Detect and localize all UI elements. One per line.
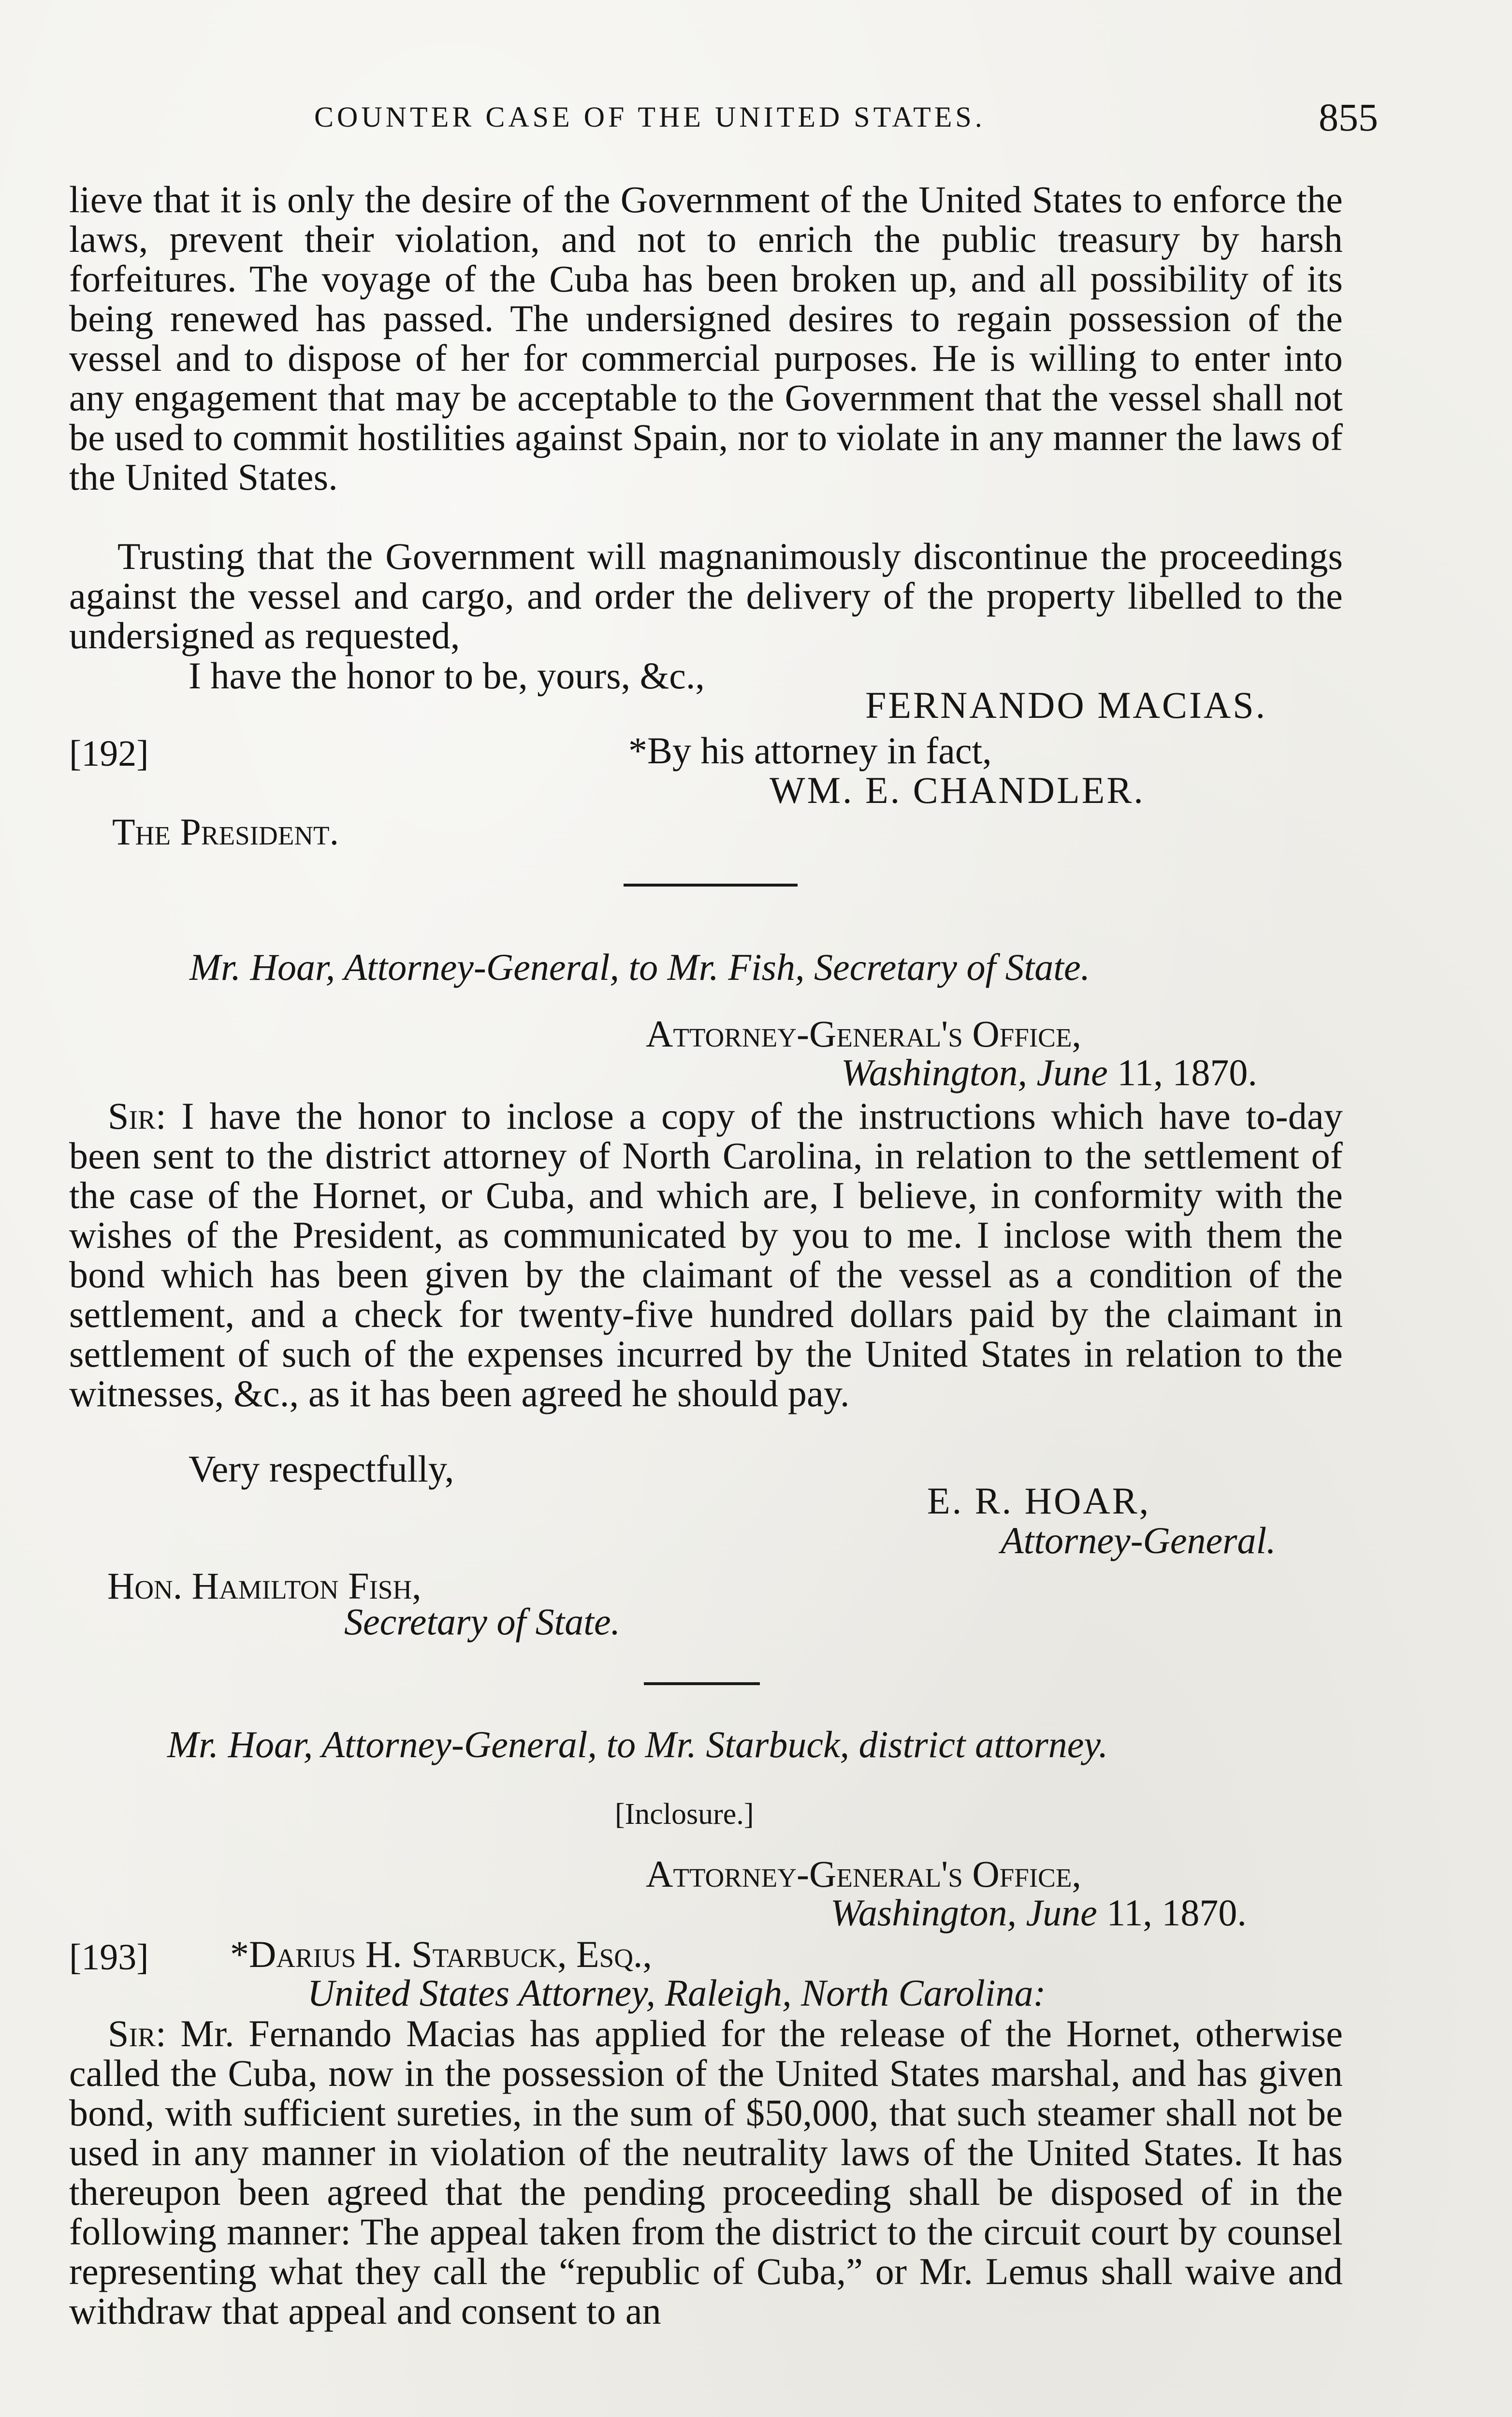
letter2-addressee-title: Secretary of State. xyxy=(344,1601,621,1643)
letter3-office: Attorney-General's Office, xyxy=(646,1853,1081,1895)
letter2-date xyxy=(841,1053,1257,1092)
letter2-signer: E. R. HOAR, xyxy=(927,1480,1151,1522)
running-header-title: COUNTER CASE OF THE UNITED STATES. xyxy=(314,101,986,133)
letter2-addressee: Hon. Hamilton Fish, xyxy=(107,1565,422,1607)
attorney-in-fact-line: *By his attorney in fact, xyxy=(628,729,992,772)
letter3-date-place: Washington, June xyxy=(830,1892,1097,1934)
letter2-date-rest: 11, 1870. xyxy=(1117,1051,1257,1093)
inclosure-label: [Inclosure.] xyxy=(615,1798,754,1831)
letter2-signer-title: Attorney-General. xyxy=(1001,1519,1276,1561)
marginal-reference-192: [192] xyxy=(69,733,149,774)
letter3-body-paragraph xyxy=(69,2014,1343,2331)
letter1-addressee: The President. xyxy=(112,811,339,853)
attorney-name: WM. E. CHANDLER. xyxy=(770,769,1145,811)
letter1-closing: I have the honor to be, yours, &c., xyxy=(189,655,705,697)
letter1-trusting-paragraph: Trusting that the Government will magnanimously discontinue the proceedings against the vessel and cargo, and order the delivery of the property libelled to the undersigned as requested, xyxy=(69,535,1343,656)
page-number: 855 xyxy=(1319,95,1378,139)
letter3-date-rest: 11, 1870. xyxy=(1106,1892,1247,1934)
letter2-salutation: Sir: xyxy=(108,1095,166,1137)
letter3-body: Mr. Fernando Macias has applied for the release of the Hornet, otherwise called the Cuba, now in the possession of the United States marshal, and has given bond, with sufficient sureties, in the sum of $50,000, that such steamer shall not be used in any manner in violation of the neutrality laws of the United States. It has thereupon been agreed that the pending proceeding shall be disposed of in the following manner: The appeal taken from the district to the circuit court by counsel representing what they call the “republic of Cuba,” or Mr. Lemus shall waive and withdraw that appeal and consent to an xyxy=(69,2012,1343,2332)
letter3-heading: Mr. Hoar, Attorney-General, to Mr. Starbuck, district attorney. xyxy=(167,1723,1108,1765)
marginal-reference-193: [193] xyxy=(69,1937,149,1978)
letter2-office: Attorney-General's Office, xyxy=(646,1013,1081,1055)
letter1-signer: FERNANDO MACIAS. xyxy=(865,684,1267,726)
letter2-body: I have the honor to inclose a copy of the instructions which have to-day been sent to the district attorney of North Carolina, in relation to the settlement of the case of the Hornet, or Cuba, and which are, I believe, in conformity with the wishes of the President, as communicated by you to me. I inclose with them the bond which has been given by the claimant of the vessel as a condition of the settlement, and a check for twenty-five hundred dollars paid by the claimant in settlement of such of the expenses incurred by the United States in relation to the witnesses, &c., as it has been agreed he should pay. xyxy=(69,1095,1343,1414)
letter3-addressee: *Darius H. Starbuck, Esq., xyxy=(230,1933,652,1975)
letter2-heading: Mr. Hoar, Attorney-General, to Mr. Fish, Secretary of State. xyxy=(189,946,1090,988)
letter1-body: lieve that it is only the desire of the Government of the United States to enforce the laws, prevent their violation, and not to enrich the public treasury by harsh forfeitures. The voyage of the Cuba has been broken up, and all possibility of its being renewed has passed. The undersigned desires to regain possession of the vessel and to dispose of her for commercial purposes. He is willing to enter into any engagement that may be acceptable to the Government that the vessel shall not be used to commit hostilities against Spain, nor to violate in any manner the laws of the United States. xyxy=(69,178,1343,498)
letter2-body-paragraph xyxy=(69,1096,1343,1413)
letter3-salutation: Sir: xyxy=(108,2012,166,2054)
letter3-date xyxy=(830,1893,1247,1933)
section-divider xyxy=(644,1682,760,1685)
letter2-date-place: Washington, June xyxy=(841,1051,1108,1093)
letter2-closing: Very respectfully, xyxy=(189,1448,454,1490)
letter3-addressee-title: United States Attorney, Raleigh, North Carolina: xyxy=(307,1972,1046,2014)
section-divider xyxy=(624,884,798,887)
